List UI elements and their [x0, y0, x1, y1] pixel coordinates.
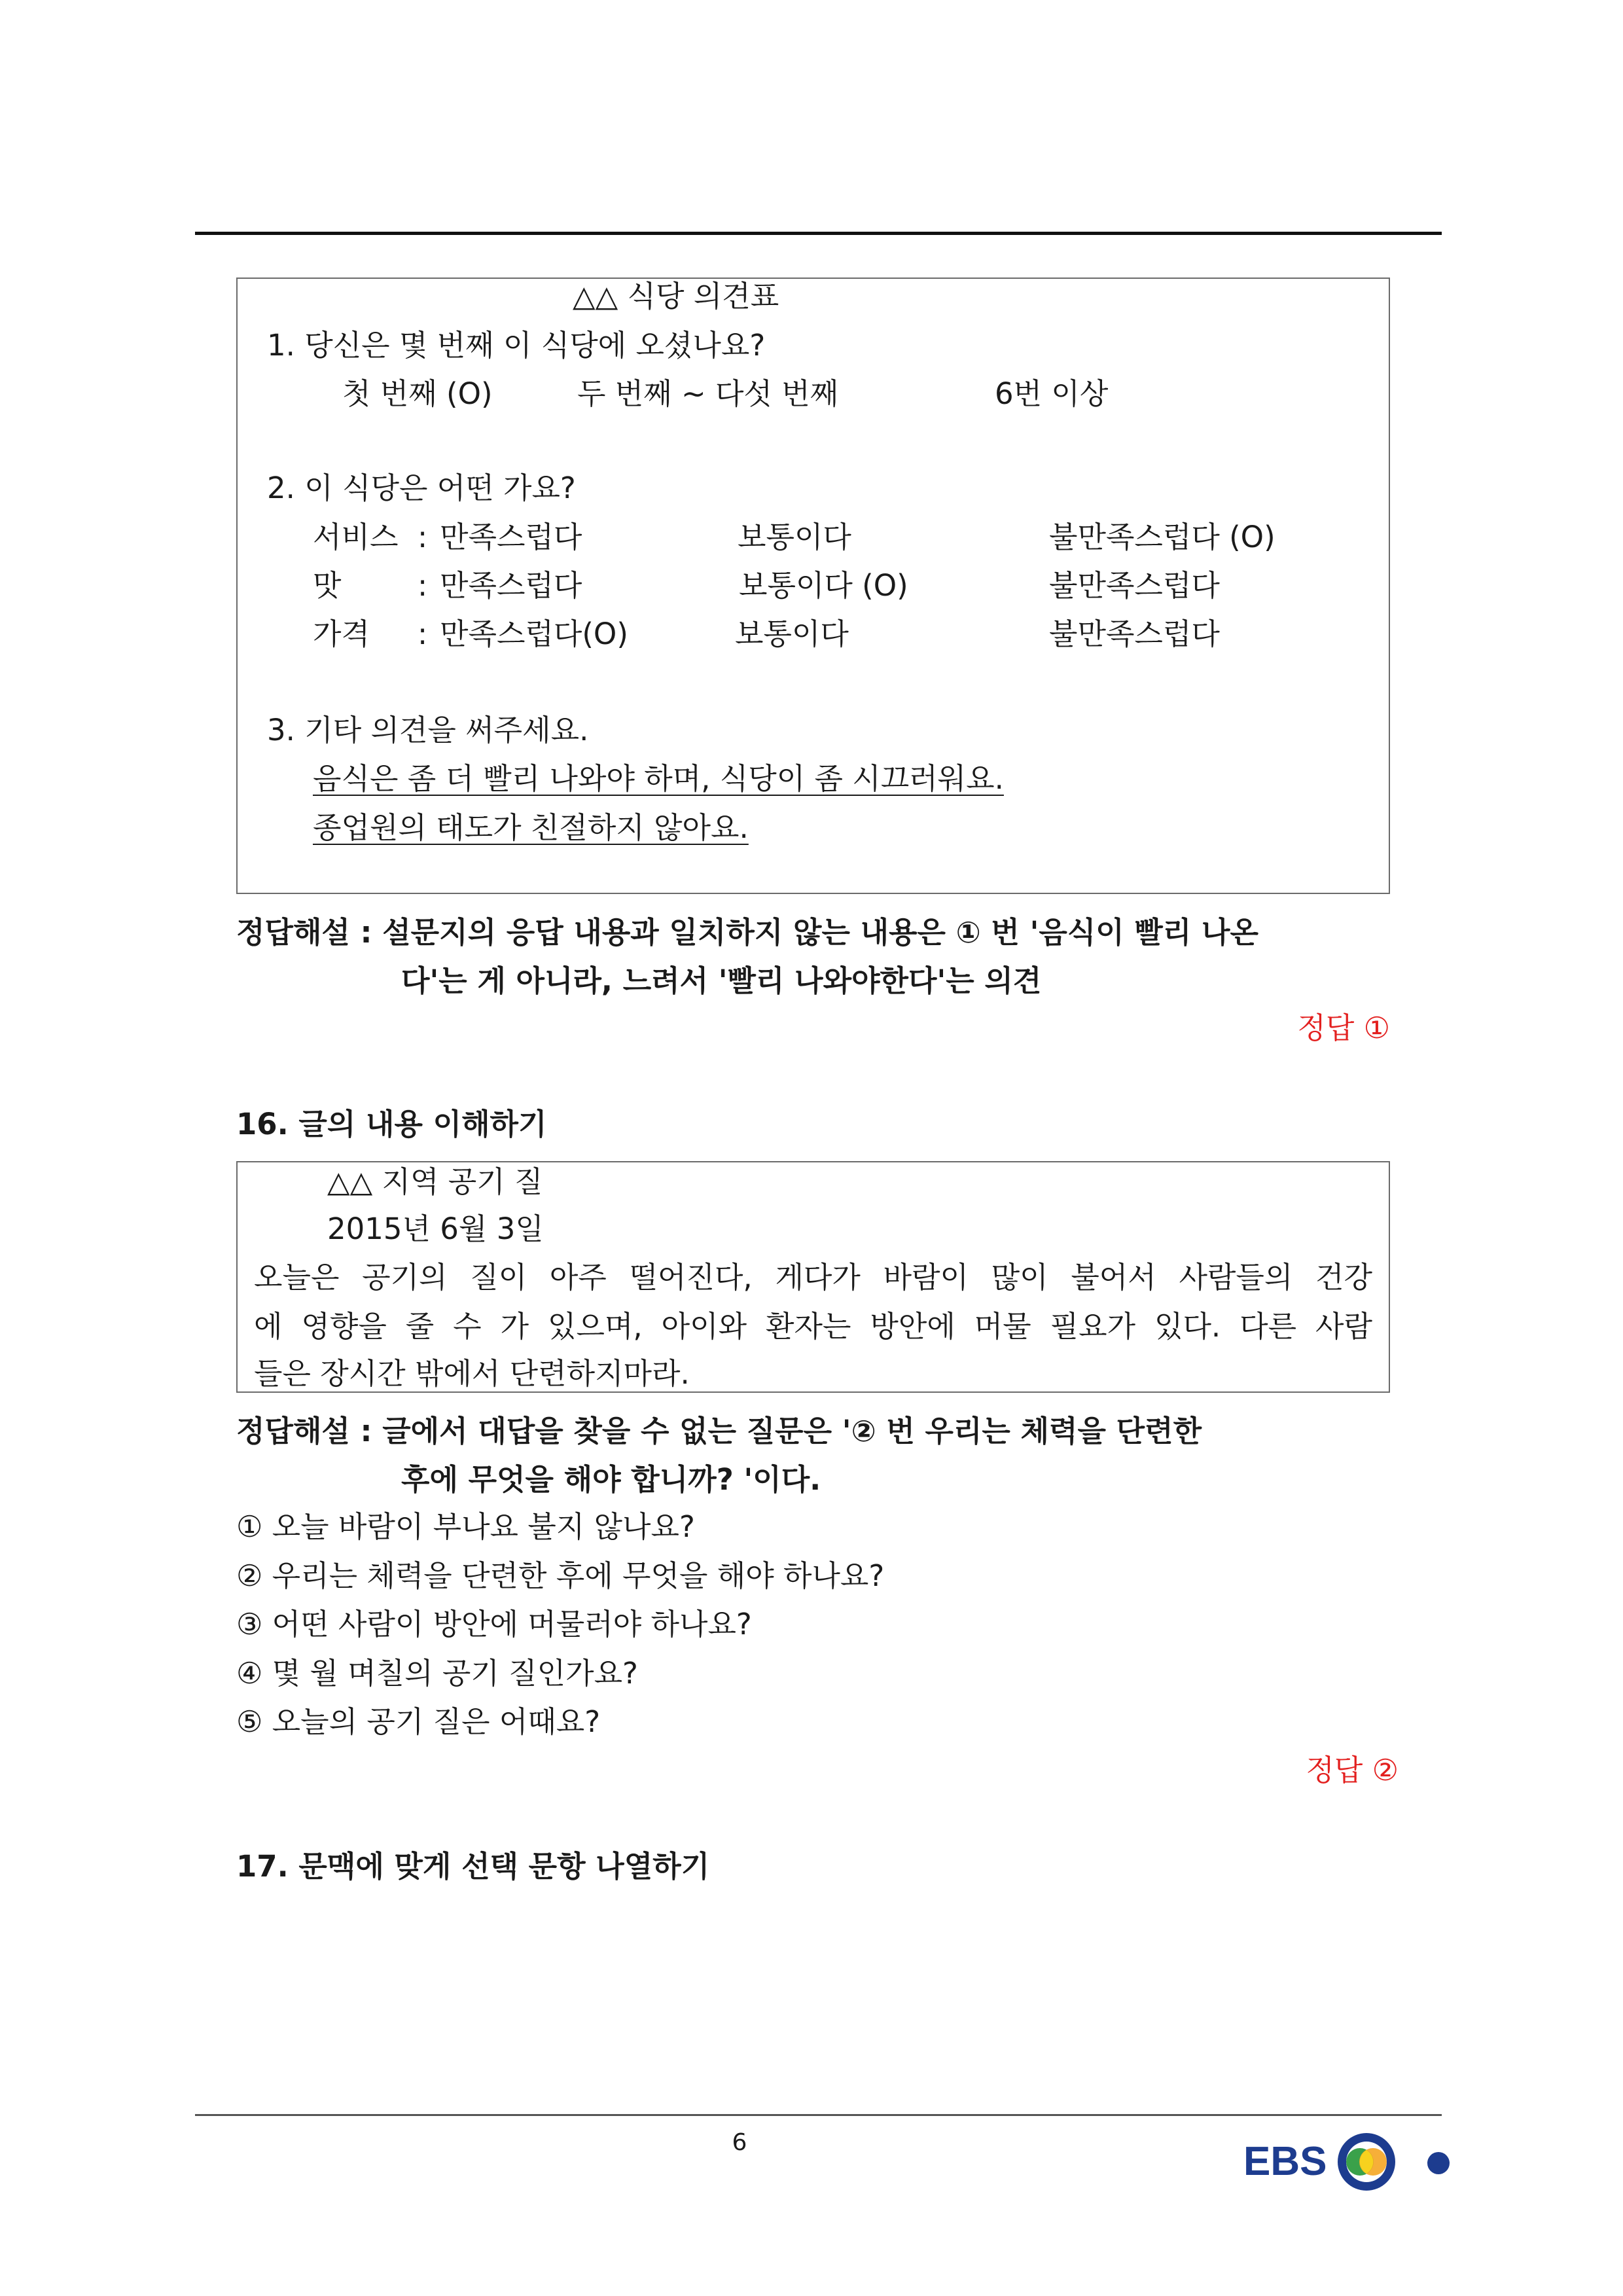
choice-option-4: ④ 몇 월 며칠의 공기 질인가요?: [236, 1656, 638, 1691]
survey-question-2: 2. 이 식당은 어떤 가요?: [267, 471, 576, 505]
q2-service-satisfied: 만족스럽다: [440, 520, 582, 554]
q1-option-second-to-fifth: 두 번째 ~ 다섯 번째: [577, 376, 839, 411]
q2-service-unsatisfied: 불만족스럽다 (O): [1049, 520, 1275, 554]
choice-option-5: ⑤ 오늘의 공기 질은 어때요?: [236, 1704, 601, 1739]
choice-option-1: ① 오늘 바람이 부나요 불지 않나요?: [236, 1509, 695, 1544]
q3-answer-line: 종업원의 태도가 친절하지 않아요.: [313, 810, 749, 845]
explanation-line: 정답해설 : 설문지의 응답 내용과 일치하지 않는 내용은 ① 번 '음식이 빨리 나온: [236, 915, 1258, 950]
explanation-line: 다'는 게 아니라, 느려서 '빨리 나와야한다'는 의견: [401, 963, 1042, 998]
air-quality-title: △△ 지역 공기 질: [327, 1164, 543, 1199]
choice-option-3: ③ 어떤 사람이 방안에 머물러야 하나요?: [236, 1607, 752, 1641]
answer-label: 정답 ①: [1297, 1011, 1390, 1045]
section-heading-17: 17. 문맥에 맞게 선택 문항 나열하기: [236, 1849, 710, 1884]
q2-row-label-taste: 맛: [313, 568, 342, 603]
header-rule: [195, 232, 1442, 235]
footer-rule: [195, 2114, 1442, 2116]
q2-taste-unsatisfied: 불만족스럽다: [1049, 568, 1220, 603]
section-heading-16: 16. 글의 내용 이해하기: [236, 1107, 547, 1141]
ebs-logo-text: EBS: [1243, 2139, 1327, 2184]
q2-price-unsatisfied: 불만족스럽다: [1049, 617, 1220, 651]
q2-row-label-service: 서비스: [313, 520, 399, 554]
q3-answer-line: 음식은 좀 더 빨리 나와야 하며, 식당이 좀 시끄러워요.: [313, 761, 1004, 796]
explanation-line: 후에 무엇을 해야 합니까? '이다.: [401, 1462, 821, 1497]
q2-taste-normal: 보통이다 (O): [739, 568, 908, 603]
q2-price-normal: 보통이다: [735, 617, 849, 651]
q1-option-first: 첫 번째 (O): [342, 376, 493, 411]
survey-question-1: 1. 당신은 몇 번째 이 식당에 오셨나요?: [267, 328, 766, 363]
q1-option-six-plus: 6번 이상: [995, 376, 1109, 411]
air-quality-text-line: 오늘은 공기의 질이 아주 떨어진다, 게다가 바람이 많이 불어서 사람들의 건강: [254, 1260, 1372, 1295]
survey-question-3: 3. 기타 의견을 써주세요.: [267, 713, 589, 747]
air-quality-text-line: 에 영향을 줄 수 가 있으며, 아이와 환자는 방안에 머물 필요가 있다. 다른 사람: [254, 1309, 1372, 1344]
page-number: 6: [732, 2129, 747, 2156]
ebs-logo-icon: [1329, 2127, 1459, 2199]
q2-row-label-price: 가격: [313, 617, 370, 651]
survey-title: △△ 식당 의견표: [573, 279, 779, 314]
q2-taste-satisfied: 만족스럽다: [440, 568, 582, 603]
q2-service-normal: 보통이다: [738, 520, 851, 554]
logo-dot: [1427, 2152, 1450, 2174]
answer-label: 정답 ②: [1306, 1753, 1399, 1787]
choice-option-2: ② 우리는 체력을 단련한 후에 무엇을 해야 하나요?: [236, 1558, 885, 1593]
explanation-line: 정답해설 : 글에서 대답을 찾을 수 없는 질문은 '② 번 우리는 체력을 단련한: [236, 1414, 1202, 1448]
air-quality-date: 2015년 6월 3일: [327, 1211, 544, 1246]
q2-row-colon: :: [418, 520, 428, 554]
q2-row-colon: :: [418, 568, 428, 603]
q2-price-satisfied: 만족스럽다(O): [440, 617, 628, 651]
air-quality-text-line: 들은 장시간 밖에서 단련하지마라.: [254, 1356, 690, 1391]
q2-row-colon: :: [418, 617, 428, 651]
